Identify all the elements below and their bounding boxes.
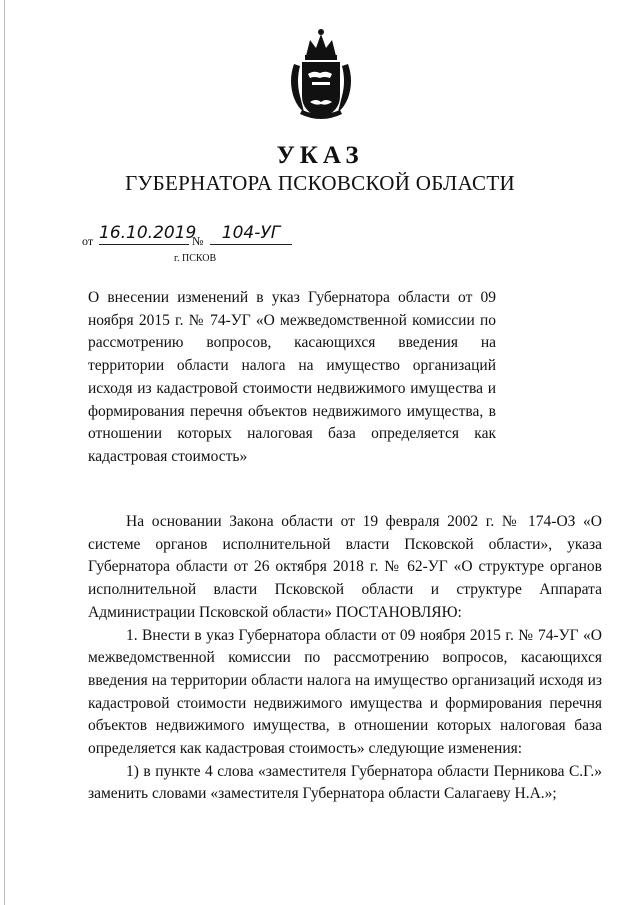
- preamble-paragraph: На основании Закона области от 19 февраля 2002 г. № 174-ОЗ «О системе органов исполнительной власти Псковской области», указа Губернатора области от 26 октября 2018 г. № 62-УГ «О структуре органов исполнительной власти Псковской области и структуре Аппарата Администрации Псковской области» ПОСТАНОВЛЯЮ:: [88, 513, 602, 621]
- decree-date: 16.10.2019: [99, 223, 197, 243]
- decree-title: УКАЗ: [276, 142, 364, 169]
- city-label: г. ПСКОВ: [174, 253, 217, 264]
- subitem-1-paragraph: 1) в пункте 4 слова «заместителя Губернатора области Перникова С.Г.» заменить словами «заместителя Губернатора области Салагаеву Н.А.»;: [88, 762, 602, 803]
- coat-of-arms-emblem: [286, 26, 356, 122]
- decree-body: [88, 511, 602, 806]
- date-number-line: [82, 222, 342, 252]
- page-edge-line: [4, 0, 5, 905]
- number-label: №: [192, 234, 204, 248]
- decree-issuer: ГУБЕРНАТОРА ПСКОВСКОЙ ОБЛАСТИ: [125, 171, 515, 195]
- from-label: от: [82, 234, 94, 248]
- decree-heading: О внесении изменений в указ Губернатора области от 09 ноября 2015 г. № 74-УГ «О межведомственной комиссии по рассмотрению вопросов, касающихся введения на территории области налога на имущество организаций исходя из кадастровой стоимости недвижимого имущества и формирования перечня объектов недвижимого имущества, в отношении которых налоговая база определяется как кадастровая стоимость»: [88, 289, 496, 465]
- decree-number: 104-УГ: [210, 222, 292, 245]
- item-1-paragraph: 1. Внести в указ Губернатора области от 09 ноября 2015 г. № 74-УГ «О межведомственной комиссии по рассмотрению вопросов, касающихся введения на территории области налога на имущество организаций исходя из кадастровой стоимости недвижимого имущества и формирования перечня объектов недвижимого имущества, в отношении которых налоговая база определяется как кадастровая стоимость» следующие изменения:: [88, 626, 602, 758]
